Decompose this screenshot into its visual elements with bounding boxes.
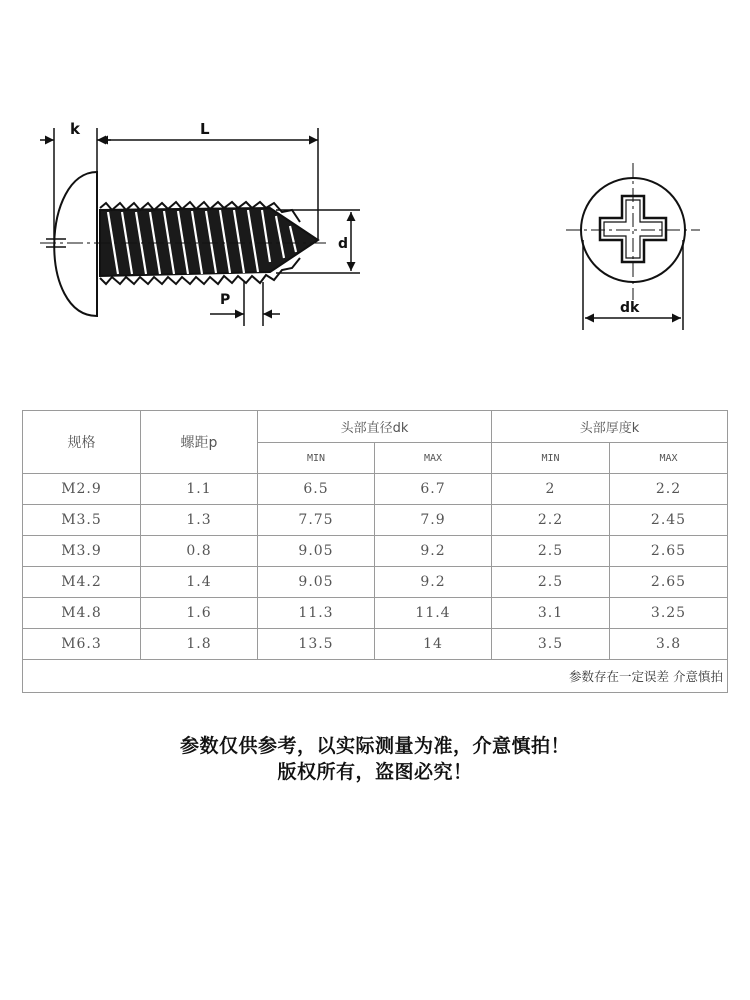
disclaimer-line-1: 参数仅供参考，以实际测量为准，介意慎拍！ — [179, 735, 570, 757]
cell-dk-min: 11.3 — [258, 598, 375, 629]
cell-k-min: 2.5 — [492, 536, 610, 567]
cell-dk-min: 9.05 — [258, 567, 375, 598]
cell-dk-max: 9.2 — [375, 567, 492, 598]
cell-k-max: 3.8 — [610, 629, 728, 660]
P-label: P — [220, 292, 231, 308]
cell-k-min: 2.2 — [492, 505, 610, 536]
cell-k-max: 3.25 — [610, 598, 728, 629]
cell-dk-min: 7.75 — [258, 505, 375, 536]
cell-k-max: 2.45 — [610, 505, 728, 536]
header-dk-max: MAX — [375, 443, 492, 474]
d-label: d — [338, 236, 349, 252]
cell-pitch: 1.3 — [141, 505, 258, 536]
cell-dk-min: 9.05 — [258, 536, 375, 567]
header-dk-min: MIN — [258, 443, 375, 474]
table-footnote: 参数存在一定误差 介意慎拍 — [23, 660, 728, 693]
dk-label: dk — [620, 300, 640, 316]
header-spec: 规格 — [23, 411, 141, 474]
L-label: L — [200, 120, 210, 138]
cell-spec: M6.3 — [23, 629, 141, 660]
cell-dk-max: 9.2 — [375, 536, 492, 567]
disclaimer-line-2: 版权所有，盗图必究！ — [277, 761, 473, 783]
cell-k-min: 3.1 — [492, 598, 610, 629]
cell-spec: M4.8 — [23, 598, 141, 629]
header-head-thickness: 头部厚度k — [492, 411, 728, 443]
k-label: k — [70, 120, 80, 138]
cell-dk-min: 13.5 — [258, 629, 375, 660]
cell-k-min: 2 — [492, 474, 610, 505]
table-row — [23, 567, 728, 598]
header-k-min: MIN — [492, 443, 610, 474]
cell-pitch: 1.6 — [141, 598, 258, 629]
header-k-max: MAX — [610, 443, 728, 474]
header-head-diameter: 头部直径dk — [258, 411, 492, 443]
cell-k-max: 2.65 — [610, 567, 728, 598]
cell-dk-min: 6.5 — [258, 474, 375, 505]
screw-shank — [100, 208, 318, 276]
cell-pitch: 1.4 — [141, 567, 258, 598]
cell-k-max: 2.65 — [610, 536, 728, 567]
cell-spec: M2.9 — [23, 474, 141, 505]
screw-diagram — [0, 0, 750, 400]
cell-spec: M3.9 — [23, 536, 141, 567]
cell-spec: M3.5 — [23, 505, 141, 536]
cell-pitch: 1.1 — [141, 474, 258, 505]
cell-pitch: 0.8 — [141, 536, 258, 567]
cell-pitch: 1.8 — [141, 629, 258, 660]
cell-dk-max: 7.9 — [375, 505, 492, 536]
table-row — [23, 598, 728, 629]
cell-k-max: 2.2 — [610, 474, 728, 505]
cell-k-min: 2.5 — [492, 567, 610, 598]
cell-dk-max: 14 — [375, 629, 492, 660]
table-row — [23, 474, 728, 505]
table-row — [23, 629, 728, 660]
spec-table — [22, 410, 728, 693]
cell-dk-max: 6.7 — [375, 474, 492, 505]
cell-k-min: 3.5 — [492, 629, 610, 660]
cell-spec: M4.2 — [23, 567, 141, 598]
cell-dk-max: 11.4 — [375, 598, 492, 629]
screw-head — [54, 172, 97, 316]
table-row — [23, 505, 728, 536]
phillips-cross-icon — [600, 196, 666, 262]
screw-side-view — [46, 172, 318, 316]
header-pitch: 螺距p — [141, 411, 258, 474]
table-row — [23, 536, 728, 567]
